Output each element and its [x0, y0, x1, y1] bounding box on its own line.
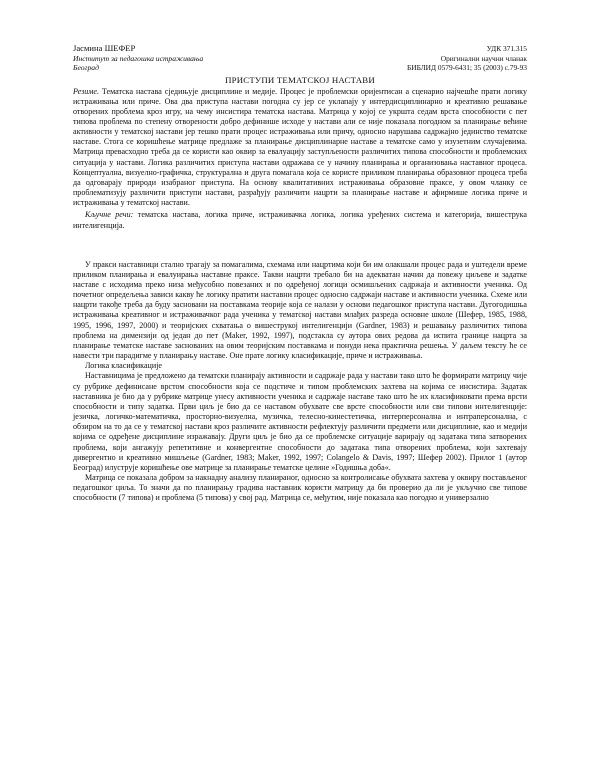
author-block [73, 44, 203, 73]
body-paragraph-3: Матрица се показала добром за накнадну анализу планираног, односно за контролисање обухвата захтева у оквиру постављеног педагошког циља. То значи да по планирању градива наставник користи матрицу да би проверио да ли је укључио све типове способности (7 типова) и проблема (5 типова) у свој рад. Матрица се, међутим, није показала као погодно и универзално [73, 472, 527, 503]
abstract [73, 87, 527, 209]
abstract-text: Тематска настава сједињује дисциплине и медије. Процес је проблемски оријентисан а сценарио најчешће прати логику истраживања или приче. Ова два приступа настави погодна су јер се уклапају у интердисциплинарно и креативно решавање отворених проблема кроз игру, на чему инсистира тематска настава. Матрица у којој се укршта седам врста способности с пет типова проблема по степену отворености добро дефинише исходе у настави али се није показала погодном за планирање већине активности у тематској настави јер тешко прати процес истраживања или причу, односно нарушава садржајно јединство тематске наставе. Стога се коришћење матрице предлаже за планирање дисциплинарне наставе а тематске само у изузетним случајевима. Матрица превасходно треба да се користи као оквир за евалуацију заступљености различитих типова способности и проблемских ситуација у настави. Логика различитих приступа настави одражава се у начину планирања и организовања наставног процеса. Концептуална, визуелно-графичка, структурална и друга помагала која се користе приликом планирања образовног процеса треба да одговарају природи изабраног приступа. На основу квалитативних истраживања образовне праксе, у овом чланку се проблематизују различити приступи настави, разрађују различити нацрти за планирање наставе и афирмише логика приче и истраживања у тематској настави. [73, 86, 527, 208]
abstract-label: Резиме. [73, 86, 99, 96]
author-name: Јасмина ШЕФЕР [73, 43, 136, 53]
author-affiliation: Институт за педагошка истраживања [73, 53, 204, 63]
article-header [73, 44, 527, 73]
keywords-text: тематска настава, логика приче, истраживачка логика, логика уређених система и категорија, вишеструка интелигенција. [73, 210, 528, 230]
article-type: Оригинални научни чланак [440, 53, 527, 63]
body-paragraph-2: Наставницима је предложено да тематски планирају активности и садржаје рада у настави тако што ће формирати матрицу чије су рубрике дефинисане врстом способности која се подстиче и типом проблемских захтева на којима се инсистира. Задатак наставника је био да у рубрике матрице унесу активности ученика и садржаје наставе тако што ће их класификовати према врсти способности и типу задатка. Први циљ је био да се наставом обухвате све врсте способности или сви типови интелигенције: језичка, логичко-математичка, просторно-визуелна, музичка, телесно-кинестетичка, интерперсонална и интраперсонална, с обзиром на то да се у тематској настави кроз различите активности рефлектују различити предмети или дисциплине, као и медији којима се одређене дисциплине изражавају. Други циљ је био да се проблемске ситуације варирају од задатака типа затворених проблема, који ангажују репетитивне и конвергентне способности до задатака типа отворених проблема, који захтевају дивергентно и креативно мишљење (Gardner, 1983; Maker, 1992, 1997; Colangelo & Davis, 1997; Шефер 2002). Прилог 1 (аутор Београд) илуструје коришћење ове матрице за планирање тематске целине »Годишња доба«. [73, 371, 527, 472]
author-city: Београд [73, 63, 99, 72]
document-page [73, 44, 527, 503]
article-title: ПРИСТУПИ ТЕМАТСКОЈ НАСТАВИ [225, 74, 375, 85]
article-body [73, 260, 527, 504]
body-paragraph-1: У пракси наставници стално трагају за помагалима, схемама или нацртима који би им олакшали процес рада и уштедели време приликом планирања и евалуирања наставне праксе. Такви нацрти требало би на адекватан начин да повежу циљеве и задатке наставе с исходима преко низа међусобно повезаних и по одређеној логици осмишљених садржаја и активности ученика. Од почетног опредељења зависи какву ће логику пратити наставни процес односно садржаји наставе и активности ученика. Схеме или нацрти такође треба да буду засновани на поставкама теорије која се налази у основи педагошког приступа настави. Дугогодишња истраживања креативног и истраживачког рада ученика у тематској настави млађих разреда основне школе (Шефер, 1985, 1988, 1995, 1996, 1997, 2000) и теоријских схватања о вишеструкој интелигенцији (Gardner, 1983) и решавању различитих типова проблема на димензији од један до пет (Maker, 1992, 1997), подстакла су аутора ових редова да испита границе нацрта за планирање тематске наставе заснованих на овим теоријским поставкама и понуди нека практична решења. У даљем тексту ће се навести три парадигме у планирању наставе. Оне прате логику класификације, приче и истраживања. [73, 259, 527, 361]
udc-code: УДК 371.315 [486, 44, 527, 53]
keywords [73, 210, 527, 230]
biblid: БИБЛИД 0579-6431; 35 (2003) с.79-93 [407, 63, 527, 72]
publication-info [407, 44, 527, 73]
section-heading: Логика класификације [85, 361, 162, 371]
keywords-label: Кључне речи: [85, 210, 134, 220]
